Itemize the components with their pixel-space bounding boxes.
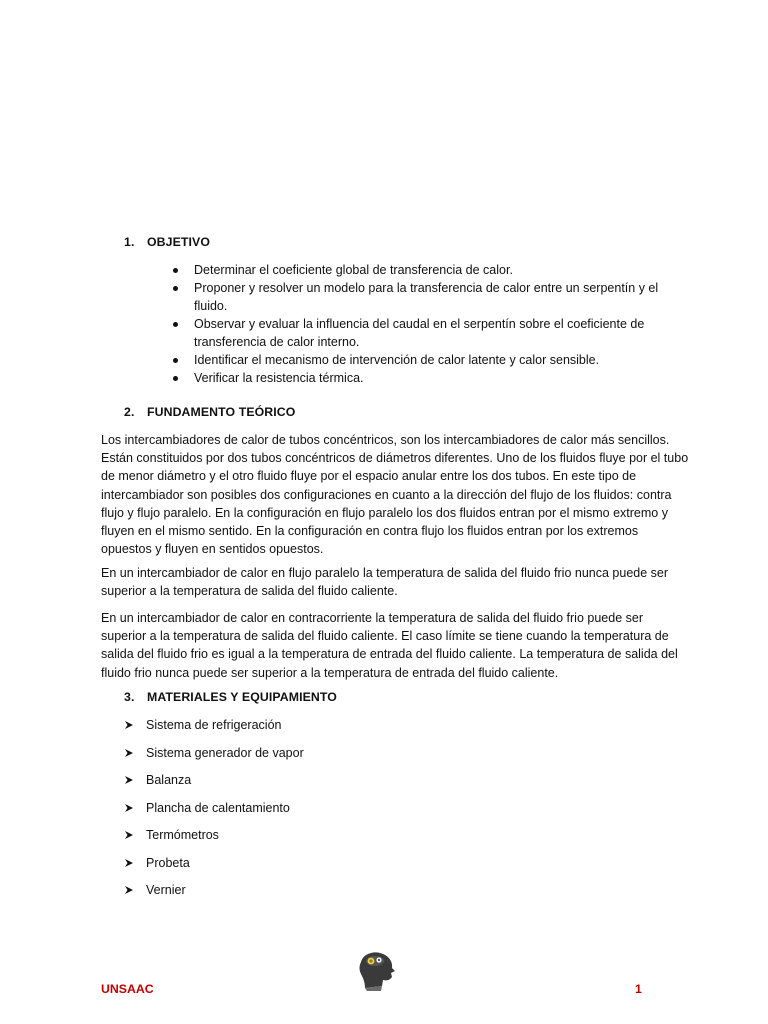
arrow-bullet-icon <box>124 858 134 868</box>
section-number: 2. <box>124 405 135 419</box>
list-item: Probeta <box>124 855 524 883</box>
theory-paragraph-2: En un intercambiador de calor en flujo paralelo la temperatura de salida del fluido frio nunca puede ser superior a la temperatura de salida del fluido caliente. <box>101 566 669 599</box>
arrow-bullet-icon <box>124 803 134 813</box>
list-item: Sistema de refrigeración <box>124 717 524 745</box>
arrow-bullet-icon <box>124 775 134 785</box>
list-item: Sistema generador de vapor <box>124 745 524 773</box>
section-heading-materiales <box>124 690 337 704</box>
bullet-icon <box>173 322 178 327</box>
theory-paragraph-3: En un intercambiador de calor en contracorriente la temperatura de salida del fluido frio puede ser superior a la temperatura de salida del fluido caliente. El caso límite se tiene cuando la temperatura de salida del fluido frio es igual a la temperatura de entrada del fluido caliente. La temperatura de salida del fluido frio nunca puede ser superior a la temperatura de entrada del fluido caliente. <box>101 611 678 680</box>
theory-paragraph-1: Los intercambiadores de calor de tubos concéntricos, son los intercambiadores de calor más sencillos. Están constituidos por dos tubos concéntricos de diámetros diferentes. Uno de los fluidos fluye por el tubo de menor diámetro y el otro fluido fluye por el espacio anular entre los dos tubos. En este tipo de intercambiador son posibles dos configuraciones en cuanto a la dirección del flujo de los fluidos: contra flujo y flujo paralelo. En la configuración en flujo paralelo los dos fluidos entran por el mismo extremo y fluyen en el mismo sentido. En la configuración en contra flujo los fluidos entran por los extremos opuestos y fluyen en sentidos opuestos. <box>101 433 689 557</box>
arrow-bullet-icon <box>124 720 134 730</box>
bullet-icon <box>173 268 178 273</box>
section-heading-fundamento <box>124 405 295 419</box>
list-item: Verificar la resistencia térmica. <box>170 370 680 388</box>
list-item: Termómetros <box>124 827 524 855</box>
list-item: Vernier <box>124 882 524 910</box>
list-item: Proponer y resolver un modelo para la transferencia de calor entre un serpentín y el fluido. <box>170 280 680 315</box>
page-number: 1 <box>635 982 642 996</box>
section-title: FUNDAMENTO TEÓRICO <box>147 405 296 419</box>
arrow-bullet-icon <box>124 830 134 840</box>
objectives-list <box>170 262 680 388</box>
list-item: Observar y evaluar la influencia del caudal en el serpentín sobre el coeficiente de transferencia de calor interno. <box>170 316 680 351</box>
university-logo-icon <box>355 950 399 992</box>
footer-institution: UNSAAC <box>101 982 154 996</box>
section-heading-objetivo <box>124 235 210 249</box>
arrow-bullet-icon <box>124 885 134 895</box>
section-title: MATERIALES Y EQUIPAMIENTO <box>147 690 337 704</box>
bullet-icon <box>173 376 178 381</box>
list-item: Plancha de calentamiento <box>124 800 524 828</box>
section-title: OBJETIVO <box>147 235 210 249</box>
section-number: 1. <box>124 235 135 249</box>
materials-list <box>124 717 524 910</box>
arrow-bullet-icon <box>124 748 134 758</box>
bullet-icon <box>173 358 178 363</box>
list-item: Balanza <box>124 772 524 800</box>
list-item: Determinar el coeficiente global de transferencia de calor. <box>170 262 680 280</box>
bullet-icon <box>173 286 178 291</box>
list-item: Identificar el mecanismo de intervención de calor latente y calor sensible. <box>170 352 680 370</box>
section-number: 3. <box>124 690 135 704</box>
